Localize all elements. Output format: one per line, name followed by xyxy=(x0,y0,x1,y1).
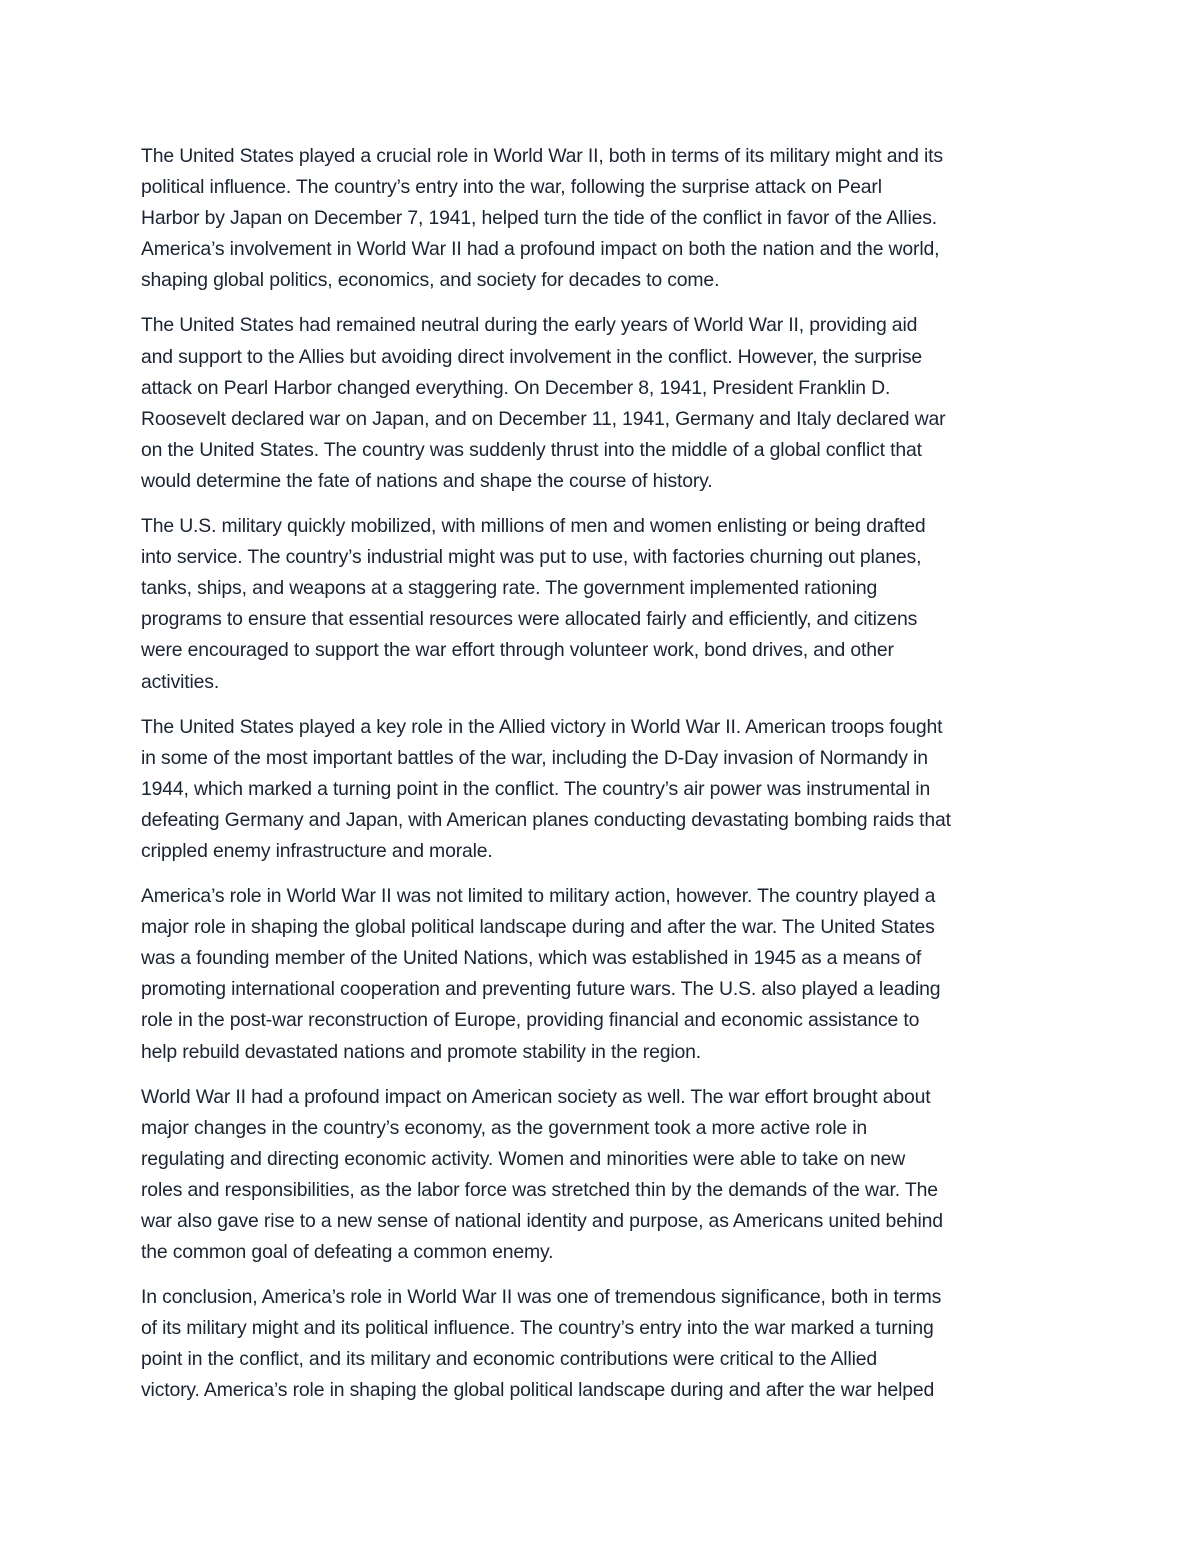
text-line: shaping global politics, economics, and society for decades to come. xyxy=(141,269,720,292)
text-line: would determine the fate of nations and shape the course of history. xyxy=(141,469,713,492)
text-line: of its military might and its political influence. The country’s entry into the war marked a turning xyxy=(141,1317,934,1340)
text-line: activities. xyxy=(141,670,220,693)
text-line: The U.S. military quickly mobilized, with millions of men and women enlisting or being drafted xyxy=(141,515,926,538)
text-line: political influence. The country’s entry into the war, following the surprise attack on Pearl xyxy=(141,176,882,199)
text-line: war also gave rise to a new sense of national identity and purpose, as Americans united behind xyxy=(141,1210,943,1232)
paragraph-6 xyxy=(141,1082,1071,1269)
text-line: tanks, ships, and weapons at a staggering rate. The government implemented rationing xyxy=(141,577,878,600)
text-line: In conclusion, America’s role in World War II was one of tremendous significance, both in terms xyxy=(141,1286,942,1309)
text-line: promoting international cooperation and preventing future wars. The U.S. also played a leading xyxy=(141,978,941,1001)
text-line: World War II had a profound impact on American society as well. The war effort brought about xyxy=(141,1085,931,1108)
document-body xyxy=(141,141,1071,1421)
text-line: defeating Germany and Japan, with American planes conducting devastating bombing raids that xyxy=(141,808,951,831)
text-line: The United States had remained neutral during the early years of World War II, providing aid xyxy=(141,314,918,337)
paragraph-5 xyxy=(141,881,1071,1068)
text-line: point in the conflict, and its military and economic contributions were critical to the Allied xyxy=(141,1348,878,1371)
text-line: the common goal of defeating a common enemy. xyxy=(141,1241,554,1264)
paragraph-4 xyxy=(141,712,1071,867)
text-line: Harbor by Japan on December 7, 1941, helped turn the tide of the conflict in favor of the Allies. xyxy=(141,207,938,230)
text-line: attack on Pearl Harbor changed everything. On December 8, 1941, President Franklin D. xyxy=(141,376,891,399)
text-line: crippled enemy infrastructure and morale. xyxy=(141,839,493,862)
text-line: on the United States. The country was suddenly thrust into the middle of a global conflict that xyxy=(141,438,922,461)
text-line: The United States played a crucial role in World War II, both in terms of its military might and its xyxy=(141,145,943,167)
paragraph-1 xyxy=(141,141,1071,296)
text-line: was a founding member of the United Nations, which was established in 1945 as a means of xyxy=(141,947,922,970)
text-line: victory. America’s role in shaping the global political landscape during and after the war helped xyxy=(141,1379,935,1402)
text-line: role in the post-war reconstruction of Europe, providing financial and economic assistance to xyxy=(141,1009,920,1032)
text-line: America’s role in World War II was not limited to military action, however. The country played a xyxy=(141,885,936,908)
text-line: regulating and directing economic activity. Women and minorities were able to take on new xyxy=(141,1147,906,1170)
text-line: help rebuild devastated nations and promote stability in the region. xyxy=(141,1040,702,1063)
text-line: 1944, which marked a turning point in the conflict. The country’s air power was instrumental in xyxy=(141,777,931,800)
text-line: America’s involvement in World War II had a profound impact on both the nation and the world, xyxy=(141,238,940,261)
text-line: into service. The country’s industrial might was put to use, with factories churning out planes, xyxy=(141,546,922,569)
text-line: major role in shaping the global political landscape during and after the war. The United States xyxy=(141,916,935,939)
text-line: roles and responsibilities, as the labor force was stretched thin by the demands of the war. The xyxy=(141,1178,938,1201)
text-line: major changes in the country’s economy, as the government took a more active role in xyxy=(141,1116,868,1139)
text-line: in some of the most important battles of the war, including the D-Day invasion of Normandy in xyxy=(141,746,928,769)
text-line: were encouraged to support the war effort through volunteer work, bond drives, and other xyxy=(141,639,894,662)
text-line: The United States played a key role in the Allied victory in World War II. American troops fought xyxy=(141,715,943,738)
paragraph-7 xyxy=(141,1282,1071,1406)
text-line: and support to the Allies but avoiding direct involvement in the conflict. However, the surprise xyxy=(141,345,923,368)
text-line: Roosevelt declared war on Japan, and on December 11, 1941, Germany and Italy declared war xyxy=(141,407,946,430)
paragraph-3 xyxy=(141,511,1071,698)
text-line: programs to ensure that essential resources were allocated fairly and efficiently, and citizens xyxy=(141,608,918,631)
paragraph-2 xyxy=(141,310,1071,497)
